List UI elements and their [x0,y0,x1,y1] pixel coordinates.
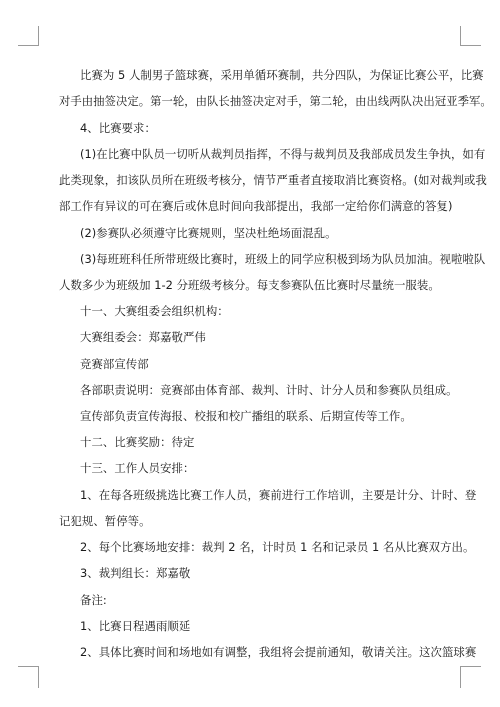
body-line: 大赛组委会：郑嘉敬严伟 [80,330,206,344]
body-line: 1、比赛日程遇雨顺延 [80,619,191,633]
section-heading: 4、比赛要求： [80,121,156,135]
body-line: 竞赛部宣传部 [80,357,149,371]
body-line: 部工作有异议的可在赛后或休息时间向我部提出，我部一定给你们满意的答复) [59,199,453,213]
crop-mark-bottom-right-horizontal [460,666,481,667]
body-line: 人数多少为班级加 1-2 分班级考核分。每支参赛队伍比赛时尽量统一服装。 [59,278,440,292]
crop-mark-top-left-vertical [38,26,39,46]
crop-mark-bottom-right-vertical [460,666,461,688]
crop-mark-bottom-left-vertical [38,666,39,688]
body-line: 此类现象，扣该队员所在班级考核分，情节严重者直接取消比赛资格。(如对裁判或我 [59,173,487,187]
body-line: (2)参赛队必须遵守比赛规则，坚决杜绝场面混乱。 [80,226,337,240]
section-heading: 十三、工作人员安排： [80,461,195,475]
crop-mark-bottom-left-horizontal [18,666,39,667]
body-line: (3)每班班科任所带班级比赛时，班级上的同学应积极到场为队员加油。视啦啦队 [80,252,486,266]
section-heading: 十二、比赛奖励：待定 [80,435,195,449]
section-heading: 十一、大赛组委会组织机构： [80,304,229,318]
body-line: (1)在比赛中队员一切听从裁判员指挥，不得与裁判员及我部成员发生争执，如有 [80,147,486,161]
body-line: 备注: [80,593,107,607]
crop-mark-top-right-vertical [460,26,461,46]
body-line: 宣传部负责宣传海报、校报和校广播组的联系、后期宣传等工作。 [80,409,412,423]
body-line: 对手由抽签决定。第一轮，由队长抽签决定对手，第二轮，由出线两队决出冠亚季军。 [59,94,492,108]
crop-mark-top-left-horizontal [18,45,39,46]
crop-mark-top-right-horizontal [460,45,481,46]
body-line: 3、裁判组长：郑嘉敬 [80,566,191,580]
body-line: 2、具体比赛时间和场地如有调整，我组将会提前通知，敬请关注。这次篮球赛 [80,645,477,659]
body-line: 记犯规、暂停等。 [59,514,151,528]
body-line: 1、在每各班级挑选比赛工作人员，赛前进行工作培训，主要是计分、计时、登 [80,488,477,502]
body-line: 各部职责说明：竞赛部由体育部、裁判、计时、计分人员和参赛队员组成。 [80,383,458,397]
body-line: 比赛为 5 人制男子篮球赛，采用单循环赛制，共分四队，为保证比赛公平，比赛 [80,68,484,82]
body-line: 2、每个比赛场地安排：裁判 2 名，计时员 1 名和记录员 1 名从比赛双方出。 [80,540,475,554]
